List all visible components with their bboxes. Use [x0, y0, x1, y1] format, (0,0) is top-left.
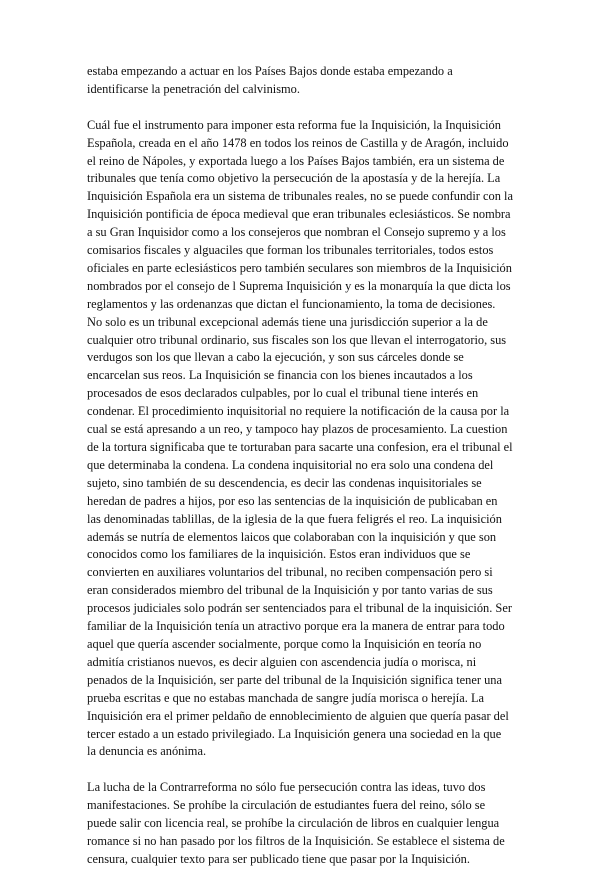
paragraph-2: Cuál fue el instrumento para imponer esta reforma fue la Inquisición, la Inquisición Española, creada en el año 1478 en todos los reinos de Castilla y de Aragón, incluido el reino de Nápoles, y exportada luego a los Países Bajos también, era un sistema de tribunales que tenía como objetivo la persecución de la apostasía y de la herejía. La Inquisición Española era un sistema de tribunales reales, no se puede confundir con la Inquisición pontificia de época medieval que eran tribunales eclesiásticos. Se nombra a su Gran Inquisidor como a los consejeros que nombran el Consejo supremo y a los comisarios fiscales y alguaciles que forman los tribunales territoriales, todos estos oficiales en parte eclesiásticos pero también seculares son miembros de la Inquisición nombrados por el consejo de l Suprema Inquisición y es la monarquía la que dicta los reglamentos y las ordenanzas que dictan el funcionamiento, la toma de decisiones. No solo es un tribunal excepcional además tiene una jurisdicción superior a la de cualquier otro tribunal ordinario, sus fiscales son los que llevan el interrogatorio, sus verdugos son los que llevan a cabo la ejecución, y son sus cárceles donde se encarcelan sus reos. La Inquisición se financia con los bienes incautados a los procesados de esos declarados culpables, por lo cual el tribunal tiene interés en condenar. El procedimiento inquisitorial no requiere la notificación de la causa por la cual se está apresando a un reo, y tampoco hay plazos de procesamiento. La cuestion de la tortura significaba que te torturaban para sacarte una confesion, era el tribunal el que determinaba la condena. La condena inquisitorial no era solo una condena del sujeto, sino también de su descendencia, es decir las condenas inquisitoriales se heredan de padres a hijos, por eso las sentencias de la inquisición de publicaban en las denominadas tablillas, de la iglesia de la que fuera feligrés el reo. La inquisición además se nutría de elementos laicos que colaboraban con la inquisición y que son conocidos como los familiares de la inquisición. Estos eran individuos que se convierten en auxiliares voluntarios del tribunal, no reciben compensación pero si eran considerados miembro del tribunal de la Inquisición y por tanto varias de sus procesos judiciales solo podrán ser sentenciados para el tribunal de la inquisición. Ser familiar de la Inquisición tenía un atractivo porque era la manera de entrar para todo aquel que quería ascender socialmente, porque como la Inquisición en teoría no admitía cristianos nuevos, es decir alguien con ascendencia judía o morisca, ni penados de la Inquisición, ser parte del tribunal de la Inquisición significa tener una prueba escritas e que no estabas manchada de sangre judía morisca o herejía. La Inquisición era el primer peldaño de ennoblecimiento de alguien que quería pasar del tercer estado a un estado privilegiado. La Inquisición genera una sociedad en la que la denuncia es anónima.: [87, 117, 513, 759]
paragraph-3: La lucha de la Contrarreforma no sólo fue persecución contra las ideas, tuvo dos manifestaciones. Se prohíbe la circulación de estudiantes fuera del reino, sólo se puede salir con licencia real, se prohíbe la circulación de libros en cualquier lengua romance si no han pasado por los filtros de la Inquisición. Se establece el sistema de censura, cualquier texto para ser publicado tiene que pasar por la Inquisición.: [87, 780, 505, 866]
document-page: [87, 63, 513, 869]
paragraph-1: estaba empezando a actuar en los Países Bajos donde estaba empezando a identificarse la penetración del calvinismo.: [87, 64, 453, 96]
